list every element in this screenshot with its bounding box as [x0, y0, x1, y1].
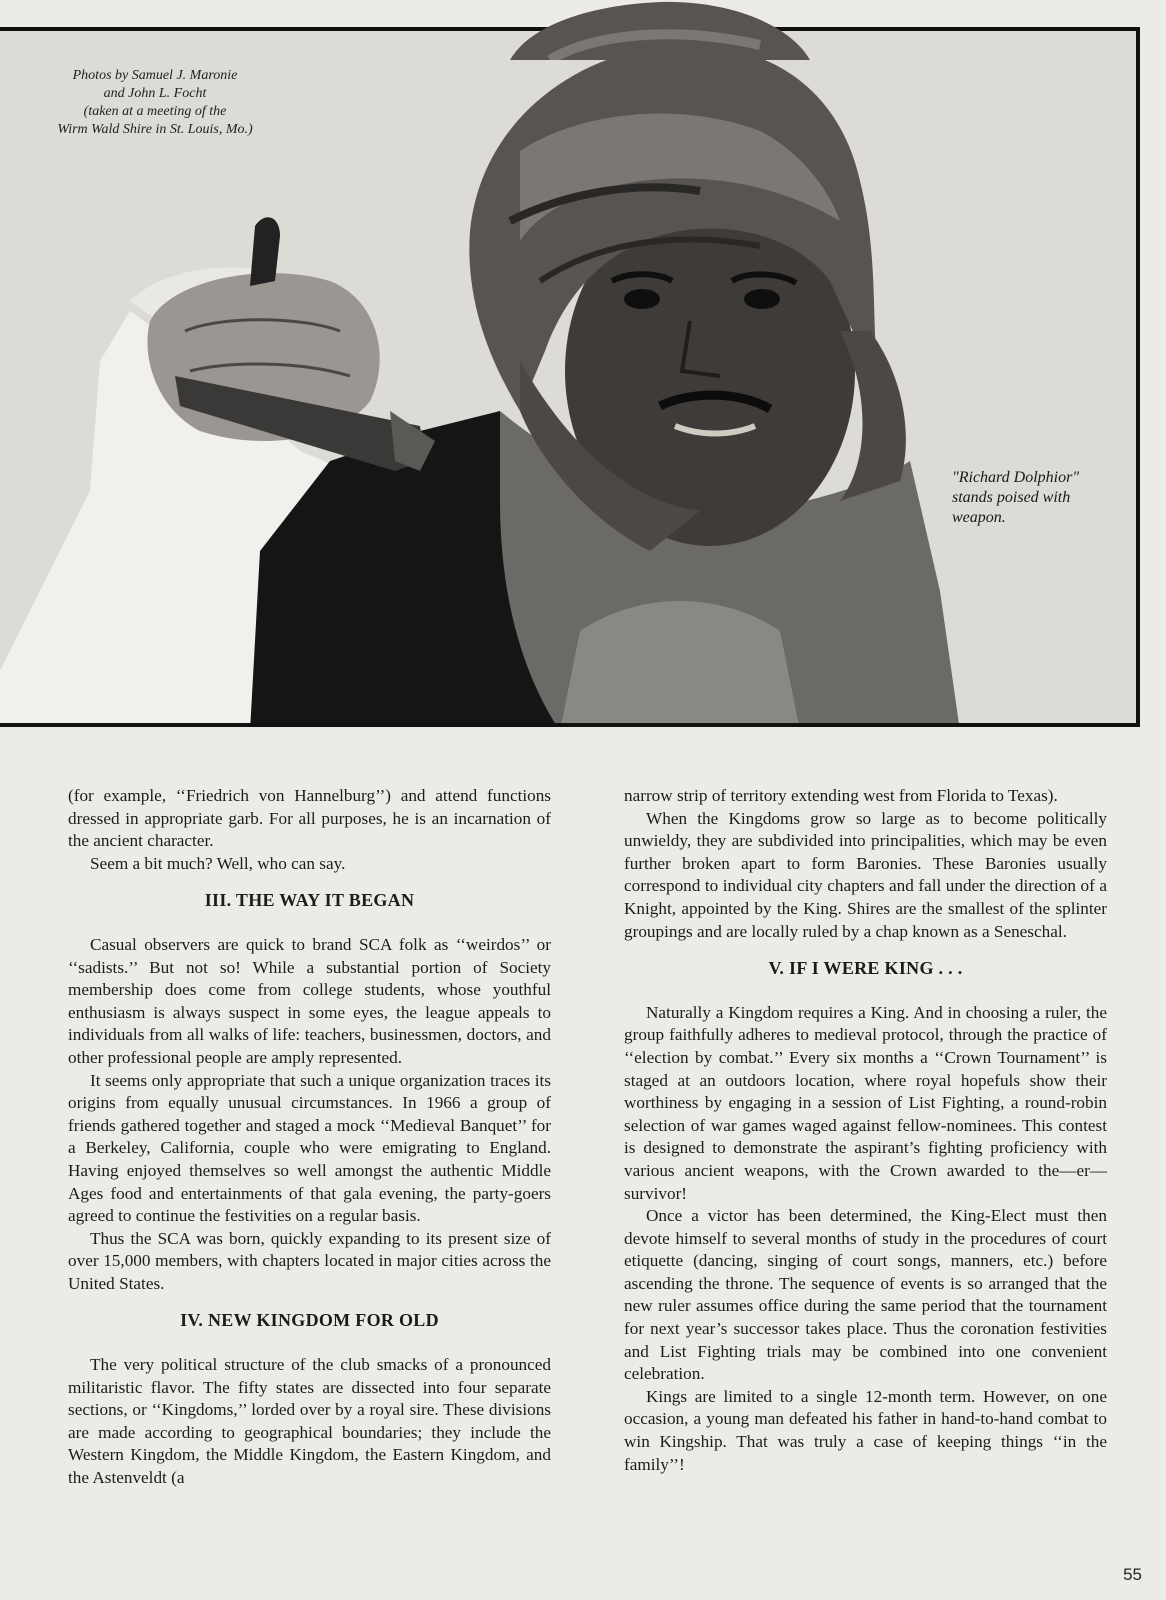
photo-caption-line: stands poised with	[952, 489, 1071, 506]
left-column	[68, 785, 551, 1490]
paragraph: Thus the SCA was born, quickly expanding to its present size of over 15,000 members, with chapters located in major cities across the United States.	[68, 1228, 551, 1293]
turban-overflow	[500, 0, 820, 60]
photo-credit	[30, 67, 280, 139]
paragraph: Seem a bit much? Well, who can say.	[90, 853, 346, 873]
paragraph: (for example, ‘‘Friedrich von Hannelburg’’) and attend functions dressed in appropriate garb. For all purposes, he is an incarnation of the ancient character.	[68, 786, 551, 851]
photo-credit-line: and John L. Focht	[103, 86, 207, 101]
paragraph: Kings are limited to a single 12-month term. However, on one occasion, a young man defeated his father in hand-to-hand combat to win Kingship. That was truly a case of keeping things ‘‘in the family’’!	[624, 1386, 1107, 1474]
photo-credit-line: Photos by Samuel J. Maronie	[72, 68, 238, 83]
paragraph: Casual observers are quick to brand SCA folk as ‘‘weirdos’’ or ‘‘sadists.’’ But not so! While a substantial portion of Society membership does come from college students, whose youthful enthusiasm is always suspect in some eyes, the league appeals to individuals from all walks of life: teachers, businessmen, doctors, and other professional people are amply represented.	[68, 934, 551, 1067]
section-heading: III. THE WAY IT BEGAN	[204, 890, 415, 911]
photo	[0, 27, 1140, 727]
paragraph: It seems only appropriate that such a unique organization traces its origins from equally unusual circumstances. In 1966 a group of friends gathered together and staged a mock ‘‘Medieval Banquet’’ for a Berkeley, California, couple who were emigrating to England. Having enjoyed themselves so well amongst the authentic Middle Ages food and entertainments of that gala evening, the party-goers agreed to continue the festivities on a regular basis.	[68, 1070, 551, 1226]
right-column	[624, 785, 1107, 1476]
photo-caption	[952, 468, 1132, 528]
section-heading: IV. NEW KINGDOM FOR OLD	[180, 1310, 439, 1331]
paragraph: The very political structure of the club smacks of a pronounced militaristic flavor. The fifty states are dissected into four separate sections, or ‘‘Kingdoms,’’ lorded over by a royal sire. These divisions are made according to geographical boundaries; they include the Western Kingdom, the Middle Kingdom, the Eastern Kingdom, and the Astenveldt (a	[68, 1355, 551, 1488]
photo-caption-line: weapon.	[952, 509, 1006, 526]
paragraph: Naturally a Kingdom requires a King. And in choosing a ruler, the group faithfully adheres to medieval protocol, through the practice of ‘‘election by combat.’’ Every six months a ‘‘Crown Tournament’’ is staged at an outdoors location, where royal hopefuls show their worthiness by engaging in a session of List Fighting, a round-robin selection of war games waged against fellow-nominees. This contest is designed to demonstrate the aspirant’s fighting proficiency with various ancient weapons, with the Crown awarded to the—er—survivor!	[624, 1002, 1107, 1203]
photo-credit-line: Wirm Wald Shire in St. Louis, Mo.)	[57, 122, 253, 137]
paragraph: Once a victor has been determined, the King-Elect must then devote himself to several months of study in the procedures of court etiquette (dancing, singing of court songs, manners, etc.) before ascending the throne. The sequence of events is so arranged that the new ruler assumes office during the same period that the tournament for next year’s successor takes place. Thus the coronation festivities and List Fighting trials may be combined into one convenient celebration.	[624, 1206, 1107, 1384]
photo-credit-line: (taken at a meeting of the	[83, 104, 227, 119]
page-number: 55	[1123, 1565, 1142, 1584]
photo-caption-line: "Richard Dolphior"	[952, 469, 1080, 486]
section-heading: V. IF I WERE KING . . .	[768, 958, 963, 979]
paragraph: narrow strip of territory extending west from Florida to Texas).	[624, 786, 1058, 805]
paragraph: When the Kingdoms grow so large as to become politically unwieldy, they are subdivided into principalities, which may be even further broken apart to form Baronies. These Baronies usually correspond to individual city chapters and fall under the direction of a Knight, appointed by the King. Shires are the smallest of the splinter groupings and are locally ruled by a chap known as a Seneschal.	[624, 808, 1107, 941]
